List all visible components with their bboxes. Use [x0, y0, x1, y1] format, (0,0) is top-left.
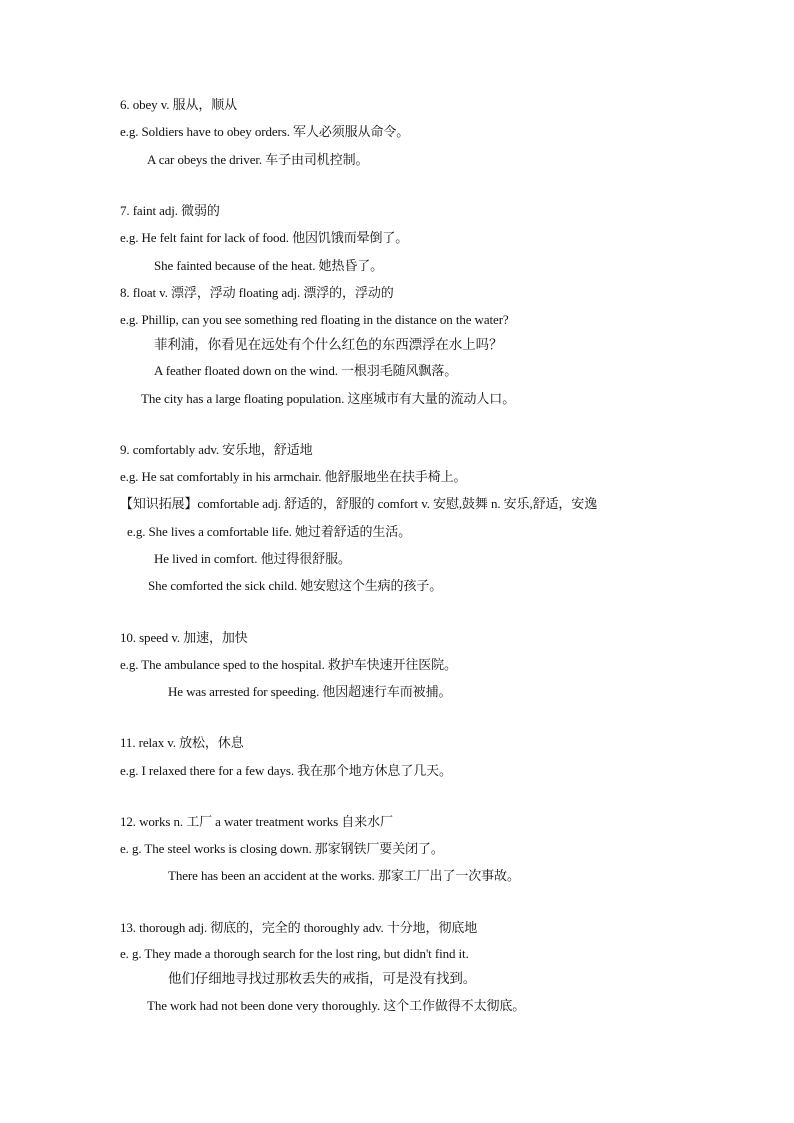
example-line: A car obeys the driver. 车子由司机控制。: [147, 152, 369, 167]
example-line: e.g. He felt faint for lack of food. 他因饥饿而晕倒了。: [120, 230, 409, 245]
example-line: e.g. I relaxed there for a few days. 我在那个地方休息了几天。: [120, 763, 452, 778]
example-line: e.g. He sat comfortably in his armchair. 他舒服地坐在扶手椅上。: [120, 469, 467, 484]
entry-6-heading: 6. obey v. 服从，顺从: [120, 97, 238, 112]
example-line: The city has a large floating population. 这座城市有大量的流动人口。: [141, 391, 516, 406]
example-line: e.g. She lives a comfortable life. 她过着舒适的生活。: [127, 524, 412, 539]
example-line: He lived in comfort. 他过得很舒服。: [154, 551, 351, 566]
entry-7-heading: 7. faint adj. 微弱的: [120, 203, 220, 218]
entry-11-heading: 11. relax v. 放松，休息: [120, 735, 244, 750]
entry-9-heading: 9. comfortably adv. 安乐地，舒适地: [120, 442, 313, 457]
example-line: e. g. They made a thorough search for the lost ring, but didn't find it.: [120, 946, 469, 961]
example-line: She fainted because of the heat. 她热昏了。: [154, 258, 384, 273]
translation-line: 他们仔细地寻找过那枚丢失的戒指，可是没有找到。: [168, 971, 477, 986]
entry-8-heading: 8. float v. 漂浮，浮动 floating adj. 漂浮的，浮动的: [120, 285, 394, 300]
example-line: e.g. The ambulance sped to the hospital. 救护车快速开往医院。: [120, 657, 457, 672]
knowledge-extension-line: 【知识拓展】comfortable adj. 舒适的，舒服的 comfort v. 安慰,鼓舞 n. 安乐,舒适，安逸: [120, 496, 598, 511]
entry-12-heading: 12. works n. 工厂 a water treatment works 自来水厂: [120, 814, 393, 829]
example-line: There has been an accident at the works. 那家工厂出了一次事故。: [168, 868, 520, 883]
entry-10-heading: 10. speed v. 加速，加快: [120, 630, 248, 645]
translation-line: 菲利浦，你看见在远处有个什么红色的东西漂浮在水上吗？: [154, 337, 503, 352]
entry-13-heading: 13. thorough adj. 彻底的，完全的 thoroughly adv. 十分地，彻底地: [120, 920, 478, 935]
example-line: He was arrested for speeding. 他因超速行车而被捕。: [168, 684, 452, 699]
example-line: She comforted the sick child. 她安慰这个生病的孩子。: [148, 578, 443, 593]
example-line: The work had not been done very thoroughly. 这个工作做得不太彻底。: [147, 998, 526, 1013]
example-line: e.g. Soldiers have to obey orders. 军人必须服从命令。: [120, 124, 410, 139]
example-line: e.g. Phillip, can you see something red floating in the distance on the water?: [120, 312, 509, 327]
example-line: e. g. The steel works is closing down. 那家钢铁厂要关闭了。: [120, 841, 444, 856]
example-line: A feather floated down on the wind. 一根羽毛随风飘落。: [154, 363, 458, 378]
